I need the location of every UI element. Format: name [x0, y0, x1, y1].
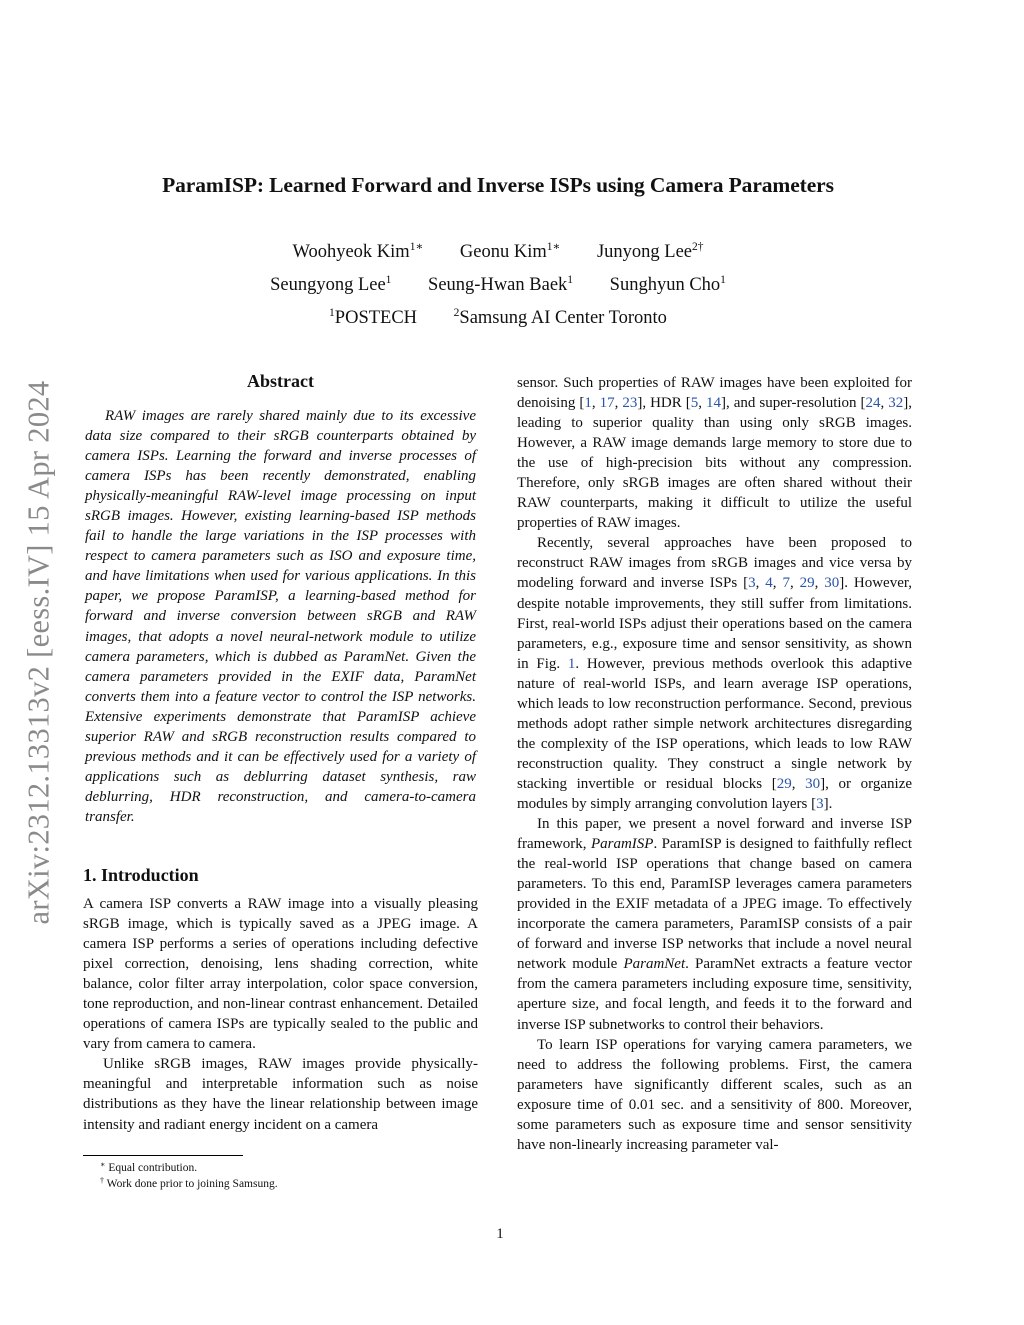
abstract-heading: Abstract: [247, 371, 314, 391]
left-column: [83, 370, 478, 1135]
abstract-text: RAW images are rarely shared mainly due to its excessive data size compared to their sRGB counterparts obtained by camera ISPs. Learning the forward and inverse processes of camera ISPs has been recently demonstrated, enabling physically-meaningful RAW-level image processing on input sRGB images. However, existing learning-based ISP methods fail to handle the large variations in the ISP processes with respect to camera parameters such as ISO and exposure time, and have limitations when used for various applications. In this paper, we propose ParamISP, a learning-based method for forward and inverse conversion between sRGB and RAW images, that adopts a novel neural-network module to utilize camera parameters, which is dubbed as ParamNet. Given the camera parameters provided in the EXIF data, ParamNet converts them into a feature vector to control the ISP networks. Extensive experiments demonstrate that ParamISP achieve superior RAW and sRGB reconstruction results compared to previous methods and it can be effectively used for a variety of applications such as deblurring dataset synthesis, raw deblurring, HDR reconstruction, and camera-to-camera transfer.: [85, 408, 476, 825]
paragraph: Unlike sRGB images, RAW images provide physically-meaningful and interpretable information such as noise distributions as they have the linear relationship between image intensity and radiant energy incident on a camera: [83, 1056, 478, 1133]
citation-link[interactable]: 3: [816, 795, 824, 812]
citation-link[interactable]: 29: [776, 775, 792, 792]
author: Junyong Lee$^{2\dagger}$: [596, 241, 704, 262]
affiliation: $^1$POSTECH: [329, 307, 418, 328]
right-column: [517, 373, 912, 1155]
citation-link[interactable]: 24: [865, 395, 881, 412]
citation-link[interactable]: 30: [824, 575, 840, 592]
citation-link[interactable]: 32: [888, 395, 904, 412]
footnote: † Work done prior to joining Samsung.: [100, 1176, 278, 1190]
introduction-heading: 1. Introduction: [83, 864, 199, 885]
citation-link[interactable]: 4: [765, 575, 773, 592]
author: Geonu Kim$^{1∗}$: [459, 241, 561, 262]
footnote-divider: [83, 1155, 243, 1156]
paragraph: sensor. Such properties of RAW images have been exploited for denoising [1, 17, 23], HDR [5, 14], and super-resolution [24, 32], leading to superior quality than using only sRGB images. However, a RAW image demands large memory to store due to the use of high-precision bits without any compression. Therefore, only sRGB images are often shared without their RAW counterparts, making it difficult to utilize the useful properties of RAW images.: [517, 375, 913, 532]
author-line-2: [60, 271, 936, 304]
paragraph: Recently, several approaches have been proposed to reconstruct RAW images from sRGB images and vice versa by modeling forward and inverse ISPs [3, 4, 7, 29, 30]. However, despite notable improvements, they still suffer from limitations. First, real-world ISPs adjust their operations based on the camera parameters, e.g., exposure time and sensor sensitivity, as shown in Fig. 1. However, previous methods overlook this adaptive nature of real-world ISPs, and learn average ISP operations, which leads to low reconstruction performance. Second, previous methods adopt rather simple network architectures disregarding the complexity of the ISP operations, which leads to low RAW reconstruction quality. They construct a single network by stacking invertible or residual blocks [29, 30], or organize modules by simply arranging convolution layers [3].: [517, 535, 913, 812]
page-number: 1: [496, 1226, 504, 1242]
citation-link[interactable]: 14: [705, 395, 721, 412]
figure-reference-link[interactable]: 1: [567, 655, 576, 672]
paper-title: ParamISP: Learned Forward and Inverse ISPs using Camera Parameters: [162, 173, 834, 197]
citation-link[interactable]: 23: [622, 395, 638, 412]
citation-link[interactable]: 1: [584, 395, 592, 412]
affiliation: $^2$Samsung AI Center Toronto: [453, 307, 667, 328]
citation-link[interactable]: 3: [748, 575, 756, 592]
arxiv-id-text: arXiv:2312.13313v2 [eess.IV] 15 Apr 2024: [21, 380, 56, 925]
paragraph: In this paper, we present a novel forward and inverse ISP framework, ParamISP. ParamISP is designed to faithfully reflect the real-world ISP operations that change based on camera parameters. To this end, ParamISP leverages camera parameters provided in the EXIF metadata of a JPEG image. To effectively incorporate the camera parameters, ParamISP consists of a pair of forward and inverse ISP networks that include a novel neural network module ParamNet. ParamNet extracts a feature vector from the camera parameters including exposure time, sensitivity, aperture size, and focal length, and feeds it to the forward and inverse ISP subnetworks to control their behaviors.: [517, 816, 912, 1033]
citation-link[interactable]: 29: [799, 575, 815, 592]
author-line-1: [60, 238, 936, 271]
author: Seung-Hwan Baek$^1$: [428, 274, 574, 295]
affiliation-line: [60, 304, 936, 337]
citation-link[interactable]: 7: [782, 575, 790, 592]
footnotes: [100, 1160, 278, 1192]
citation-link[interactable]: 17: [599, 395, 615, 412]
citation-link[interactable]: 5: [690, 395, 699, 412]
paragraph: To learn ISP operations for varying camera parameters, we need to address the following problems. First, the camera parameters have significantly different scales, such as an exposure time of 0.01 sec. and a sensitivity of 800. Moreover, some parameters such as exposure time and sensor sensitivity have non-linearly increasing parameter val-: [517, 1036, 912, 1153]
arxiv-identifier-stamp: [14, 350, 64, 955]
author: Seungyong Lee$^1$: [270, 274, 392, 295]
author: Sunghyun Cho$^1$: [609, 274, 726, 295]
citation-link[interactable]: 30: [805, 775, 821, 792]
paragraph: A camera ISP converts a RAW image into a visually pleasing sRGB image, which is typically saved as a JPEG image. A camera ISP performs a series of operations including defective pixel correction, denoising, lens shading correction, white balance, color filter array interpolation, color space conversion, tone reproduction, and non-linear contrast enhancement. Detailed operations of camera ISPs are typically sealed to the public and vary from camera to camera.: [83, 895, 478, 1053]
author: Woohyeok Kim$^{1∗}$: [292, 241, 424, 262]
footnote: ∗ Equal contribution.: [100, 1160, 198, 1174]
author-block: [60, 238, 936, 337]
